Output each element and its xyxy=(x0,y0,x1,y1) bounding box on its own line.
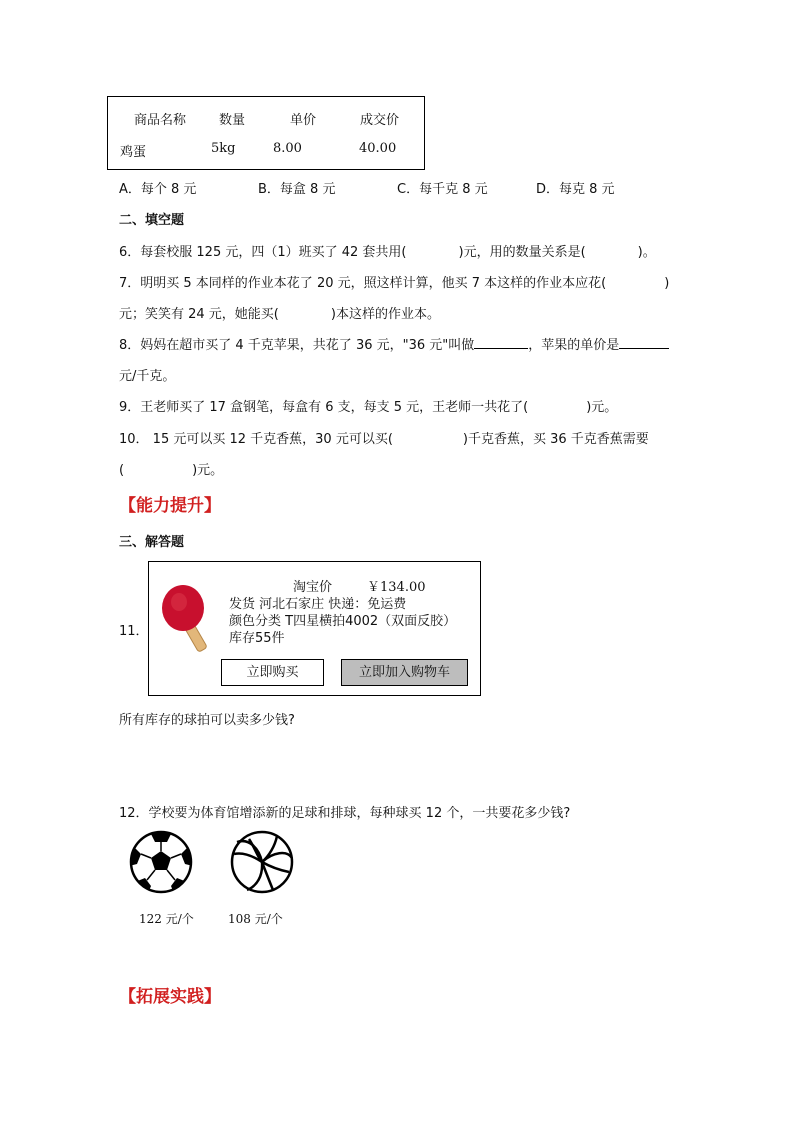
option-c: C．每千克 8 元 xyxy=(397,182,488,197)
table-cell-qty: 5kg xyxy=(211,141,236,156)
volleyball-price: 108 元/个 xyxy=(228,912,283,926)
q7-text-a: 7．明明买 5 本同样的作业本花了 20 元，照这样计算，他买 7 本这样的作业本应花( xyxy=(119,276,607,291)
question-7-line1 xyxy=(119,272,669,291)
q6-text-c: )。 xyxy=(637,245,656,260)
q11-question: 所有库存的球拍可以卖多少钱? xyxy=(119,713,295,728)
buy-now-button[interactable]: 立即购买 xyxy=(221,659,324,686)
question-12: 12．学校要为体育馆增添新的足球和排球，每种球买 12 个，一共要花多少钱? xyxy=(119,806,571,821)
heading-ability-improvement: 【能力提升】 xyxy=(119,496,221,516)
color-category-line: 颜色分类 T四星横拍4002（双面反胶） xyxy=(229,614,457,629)
q6-text-a: 6．每套校服 125 元，四（1）班买了 42 套共用( xyxy=(119,245,407,260)
q11-number: 11． xyxy=(119,624,149,639)
heading-extension-practice: 【拓展实践】 xyxy=(119,987,221,1007)
q10-text-b: )千克香蕉，买 36 千克香蕉需要 xyxy=(462,432,649,447)
table-cell-deal-price: 40.00 xyxy=(359,141,397,156)
option-b: B．每盒 8 元 xyxy=(258,182,336,197)
shop-listing-card xyxy=(148,561,481,696)
q9-text-a: 9．王老师买了 17 盒钢笔，每盒有 6 支，每支 5 元，王老师一共花了( xyxy=(119,400,529,415)
q7-text-c: 元；笑笑有 24 元，她能买( xyxy=(119,307,279,322)
q7-text-d: )本这样的作业本。 xyxy=(330,307,440,322)
shipping-line: 发货 河北石家庄 快递：免运费 xyxy=(229,597,407,612)
section-fill-in: 二、填空题 xyxy=(119,213,185,228)
section-solve: 三、解答题 xyxy=(119,535,185,550)
ping-pong-paddle-icon xyxy=(159,582,221,658)
q6-text-b: )元，用的数量关系是( xyxy=(458,245,586,260)
q10-text-a: 10． 15 元可以买 12 千克香蕉，30 元可以买( xyxy=(119,432,393,447)
taobao-price-value: ￥134.00 xyxy=(367,580,426,595)
q8-text-a: 8．妈妈在超市买了 4 千克苹果，共花了 36 元，"36 元"叫做 xyxy=(119,338,475,353)
volleyball-icon xyxy=(229,830,295,894)
add-to-cart-button[interactable]: 立即加入购物车 xyxy=(341,659,468,686)
option-a: A．每个 8 元 xyxy=(119,182,197,197)
question-8-line1 xyxy=(119,334,669,353)
question-10-line2 xyxy=(119,459,223,478)
q7-text-b: ) xyxy=(664,276,670,291)
question-10-line1 xyxy=(119,428,649,447)
table-header-qty: 数量 xyxy=(219,113,246,128)
product-table xyxy=(107,96,425,170)
taobao-price-label: 淘宝价 xyxy=(293,580,333,595)
table-header-name: 商品名称 xyxy=(134,113,187,128)
table-cell-unit-price: 8.00 xyxy=(273,141,302,156)
table-header-unit-price: 单价 xyxy=(290,113,317,128)
q8-text-c: 元/千克。 xyxy=(119,369,176,384)
q10-text-c: ( xyxy=(119,463,125,478)
table-cell-name: 鸡蛋 xyxy=(120,145,147,160)
soccer-price: 122 元/个 xyxy=(139,912,194,926)
q9-text-b: )元。 xyxy=(586,400,618,415)
q8-text-b: ，苹果的单价是 xyxy=(528,338,620,353)
option-d: D．每克 8 元 xyxy=(536,182,615,197)
stock-line: 库存55件 xyxy=(229,631,285,646)
q10-text-d: )元。 xyxy=(192,463,224,478)
question-9 xyxy=(119,396,617,415)
table-header-deal-price: 成交价 xyxy=(360,113,400,128)
question-6 xyxy=(119,241,656,260)
soccer-ball-icon xyxy=(129,830,193,894)
question-7-line2 xyxy=(119,303,440,322)
